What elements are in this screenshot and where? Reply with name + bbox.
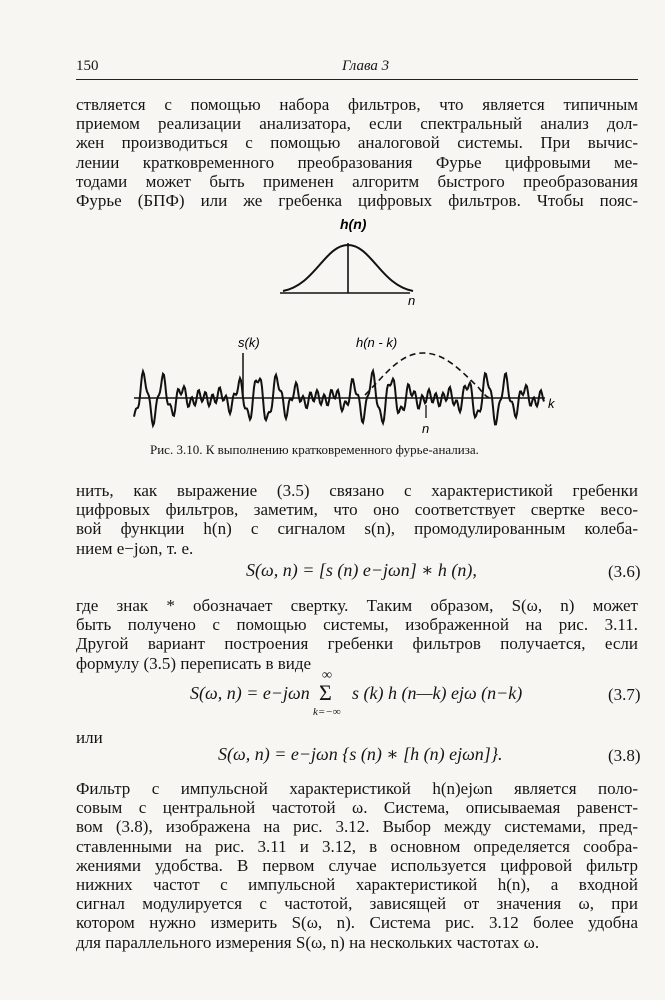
sum-symbol: Σ: [319, 680, 332, 705]
label-n-top: n: [408, 293, 416, 308]
text-line: сигнал модулируется с частотой, зависящей от значения ω, при: [76, 894, 638, 914]
sum-upper-limit: ∞: [322, 668, 332, 683]
paragraph-4: [76, 779, 638, 952]
text-line: ставленными на рис. 3.11 и 3.12, в основном определяется сообра-: [76, 836, 638, 856]
sum-lower-limit: k=−∞: [313, 706, 341, 718]
equation-3-7-rhs: s (k) h (n—k) ejω (n−k): [352, 683, 523, 703]
label-hnk: h(n - k): [356, 335, 398, 350]
text-line: быть получено с помощью системы, изображенной на рис. 3.11.: [76, 615, 638, 635]
text-line: жениями удобства. В первом случае используется цифровой фильтр: [76, 855, 638, 875]
text-line: тодами может быть применен алгоритм быстрого преобразования: [76, 171, 638, 191]
chapter-title: Глава 3: [342, 58, 390, 74]
text-line: нижних частот с импульсной характеристикой h(n), а входной: [76, 875, 638, 895]
text-line: ствляется с помощью набора фильтров, что является типичным: [76, 95, 638, 114]
figure-3-10: [120, 205, 580, 445]
label-k: k: [548, 396, 555, 411]
label-n-bottom: n: [422, 421, 430, 436]
text-line: вом (3.8), изображена на рис. 3.12. Выбор между системами, пред-: [76, 817, 638, 837]
text-line: вой функции h(n) с сигналом s(n), промодулированным колеба-: [76, 519, 638, 539]
figure-caption: Рис. 3.10. К выполнению кратковременного фурье-анализа.: [150, 442, 479, 457]
text-line: Фурье (БПФ) или же гребенка цифровых фильтров. Чтобы пояс-: [76, 191, 638, 211]
equation-number-3-6: (3.6): [608, 562, 641, 581]
equation-number-3-7: (3.7): [608, 685, 641, 704]
page-number: 150: [76, 58, 99, 74]
paragraph-1: [76, 95, 638, 210]
equation-number-3-8: (3.8): [608, 746, 641, 765]
text-line: цифровых фильтров, заметим, что оно соответствует свертке весо-: [76, 500, 638, 520]
text-line: нием e−jωn, т. е.: [76, 538, 194, 558]
text-line: Фильтр с импульсной характеристикой h(n)ejωn является поло-: [76, 779, 638, 798]
text-line: формулу (3.5) переписать в виде: [76, 653, 312, 673]
paragraph-2: [76, 481, 638, 558]
text-line: совым с центральной частотой ω. Система, описываемая равенст-: [76, 798, 638, 818]
text-line: Другой вариант построения гребенки фильтров получается, если: [76, 634, 638, 654]
text-line: котором нужно измерить S(ω, n). Система рис. 3.12 более удобна: [76, 913, 638, 933]
label-hn: h(n): [340, 216, 367, 232]
text-line: нить, как выражение (3.5) связано с характеристикой гребенки: [76, 481, 638, 500]
header-rule: [76, 79, 638, 80]
paragraph-3: [76, 596, 638, 673]
page-header: [76, 58, 638, 80]
equation-3-6: S(ω, n) = [s (n) e−jωn] ∗ h (n),: [246, 560, 477, 580]
equation-3-7-lhs: S(ω, n) = e−jωn: [190, 683, 310, 703]
text-line: жен производиться с помощью аналоговой системы. При вычис-: [76, 133, 638, 153]
text-line: приемом реализации анализатора, если спектральный анализ дол-: [76, 114, 638, 134]
label-sk: s(k): [238, 335, 260, 350]
equation-3-8: S(ω, n) = e−jωn {s (n) ∗ [h (n) ejωn]}.: [218, 744, 503, 764]
text-line: где знак * обозначает свертку. Таким образом, S(ω, n) может: [76, 596, 638, 615]
or-word: или: [76, 728, 103, 747]
text-line: для параллельного измерения S(ω, n) на нескольких частотах ω.: [76, 932, 540, 952]
text-line: лении кратковременного преобразования Фурье цифровыми ме-: [76, 152, 638, 172]
